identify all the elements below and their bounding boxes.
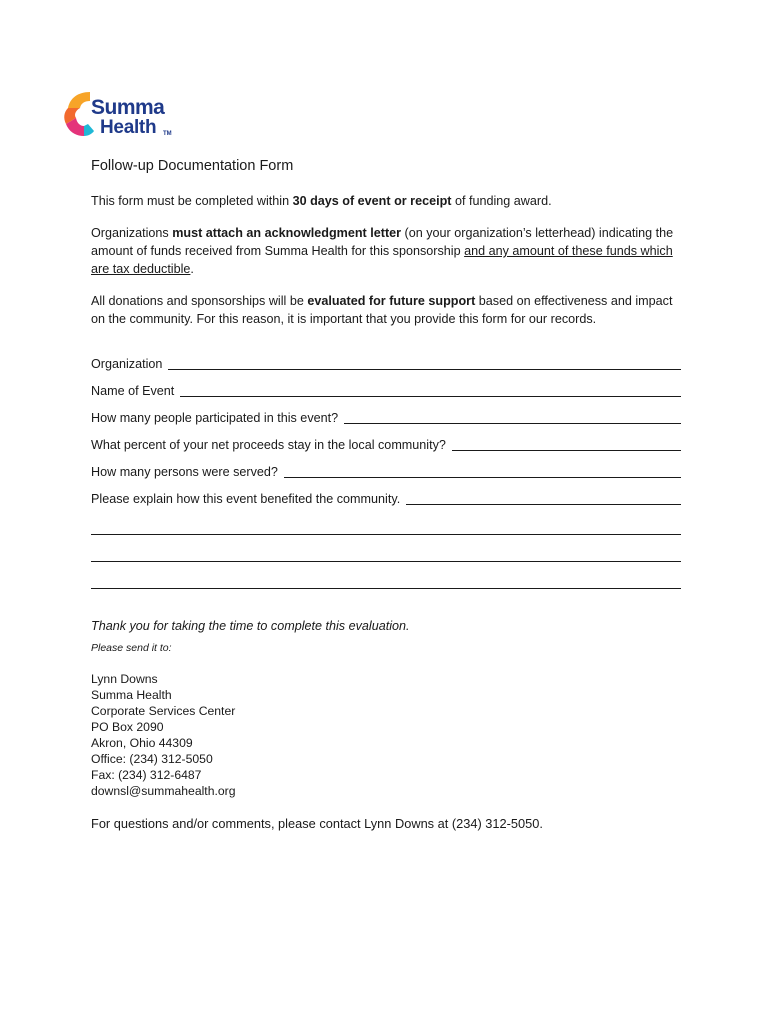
- office-phone: Office: (234) 312-5050: [91, 752, 213, 766]
- field-percent-local: [91, 427, 681, 454]
- benefit-explanation-line-3[interactable]: [91, 535, 681, 562]
- address-line: Akron, Ohio 44309: [91, 736, 193, 750]
- organization-input-line[interactable]: [168, 355, 681, 370]
- field-label: Name of Event: [91, 384, 175, 398]
- field-label: How many persons were served?: [91, 465, 278, 479]
- send-to-label: Please send it to:: [91, 642, 172, 654]
- questions-contact: For questions and/or comments, please contact Lynn Downs at (234) 312-5050.: [91, 816, 543, 831]
- field-participants: [91, 400, 681, 427]
- field-persons-served: [91, 454, 681, 481]
- benefit-explanation-line-4[interactable]: [91, 562, 681, 589]
- email-address: downsl@summahealth.org: [91, 784, 236, 798]
- logo-trademark: TM: [163, 131, 172, 137]
- field-event-name: [91, 373, 681, 400]
- mailing-address: [91, 671, 681, 799]
- fax-number: Fax: (234) 312-6487: [91, 768, 202, 782]
- evaluation-paragraph: All donations and sponsorships will be evaluated for future support based on effectiveness and impact on the community. For this reason, it is important that you provide this form for our records.: [91, 294, 673, 326]
- address-line: Lynn Downs: [91, 672, 158, 686]
- participants-input-line[interactable]: [344, 409, 681, 424]
- page-title: Follow-up Documentation Form: [91, 158, 294, 174]
- event-name-input-line[interactable]: [180, 382, 681, 397]
- thank-you-note: Thank you for taking the time to complete this evaluation.: [91, 619, 410, 633]
- address-line: PO Box 2090: [91, 720, 164, 734]
- field-organization: [91, 346, 681, 373]
- logo-word-summa: Summa: [91, 96, 165, 119]
- field-label: Please explain how this event benefited the community.: [91, 492, 401, 506]
- acknowledgment-paragraph: Organizations must attach an acknowledgment letter (on your organization’s letterhead) indicating the amount of funds received from Summa Health for this sponsorship and any amount of these funds which are tax deductible.: [91, 226, 674, 276]
- percent-local-input-line[interactable]: [452, 436, 681, 451]
- address-line: Corporate Services Center: [91, 704, 236, 718]
- address-line: Summa Health: [91, 688, 172, 702]
- intro-paragraph: This form must be completed within 30 days of event or receipt of funding award.: [91, 194, 552, 208]
- persons-served-input-line[interactable]: [284, 463, 681, 478]
- field-benefit-explanation: [91, 481, 681, 508]
- form-fields: [91, 346, 681, 589]
- field-label: How many people participated in this event?: [91, 411, 339, 425]
- benefit-explanation-input-line[interactable]: [406, 490, 681, 505]
- field-label: Organization: [91, 357, 163, 371]
- logo-word-health: Health: [100, 117, 157, 138]
- benefit-explanation-line-2[interactable]: [91, 508, 681, 535]
- summa-health-logo: [60, 88, 190, 148]
- form-content: [91, 156, 681, 833]
- field-label: What percent of your net proceeds stay in the local community?: [91, 438, 446, 452]
